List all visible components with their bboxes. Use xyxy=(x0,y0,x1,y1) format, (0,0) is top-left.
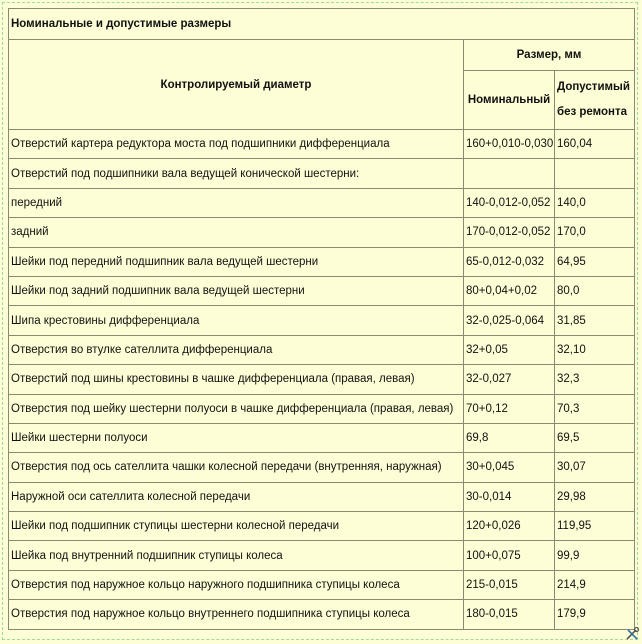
table-row xyxy=(9,570,635,599)
cell-diameter: Отверстия под шейку шестерни полуоси в чашке дифференциала (правая, левая) xyxy=(9,394,464,423)
cell-allowed: 29,98 xyxy=(555,482,635,511)
cell-allowed: 69,5 xyxy=(555,423,635,452)
cell-allowed: 170,0 xyxy=(555,218,635,247)
header-size: Размер, мм xyxy=(464,40,635,71)
table-row xyxy=(9,541,635,570)
table-title: Номинальные и допустимые размеры xyxy=(9,9,635,40)
dimensions-table xyxy=(8,8,635,630)
table-row xyxy=(9,365,635,394)
cell-nominal: 30-0,014 xyxy=(464,482,555,511)
cell-diameter: Шейки шестерни полуоси xyxy=(9,423,464,452)
cell-allowed: 30,07 xyxy=(555,453,635,482)
cell-allowed xyxy=(555,159,635,188)
header-allowed-line2: без ремонта xyxy=(557,106,628,118)
table-row xyxy=(9,600,635,629)
cell-nominal: 32-0,025-0,064 xyxy=(464,306,555,335)
table-row xyxy=(9,453,635,482)
cell-diameter: Отверстия во втулке сателлита дифференциала xyxy=(9,335,464,364)
header-nominal: Номинальный xyxy=(464,71,555,130)
header-allowed-line1: Допустимый xyxy=(557,81,630,93)
tools-icon xyxy=(624,626,640,642)
cell-nominal: 180-0,015 xyxy=(464,600,555,629)
cell-diameter: Шейки под подшипник ступицы шестерни колесной передачи xyxy=(9,512,464,541)
table-row xyxy=(9,130,635,159)
table-row xyxy=(9,306,635,335)
cell-nominal: 100+0,075 xyxy=(464,541,555,570)
header-diameter: Контролируемый диаметр xyxy=(9,40,464,130)
cell-diameter: Отверстий под шины крестовины в чашке дифференциала (правая, левая) xyxy=(9,365,464,394)
table-row xyxy=(9,394,635,423)
cell-nominal: 170-0,012-0,052 xyxy=(464,218,555,247)
cell-diameter: Шейки под задний подшипник вала ведущей шестерни xyxy=(9,276,464,305)
cell-diameter: задний xyxy=(9,218,464,247)
cell-diameter: Отверстия под ось сателлита чашки колесной передачи (внутренняя, наружная) xyxy=(9,453,464,482)
table-row xyxy=(9,188,635,217)
cell-allowed: 64,95 xyxy=(555,247,635,276)
cell-allowed: 80,0 xyxy=(555,276,635,305)
cell-diameter: Отверстия под наружное кольцо внутреннего подшипника ступицы колеса xyxy=(9,600,464,629)
cell-allowed: 70,3 xyxy=(555,394,635,423)
table-row xyxy=(9,335,635,364)
cell-allowed: 32,10 xyxy=(555,335,635,364)
cell-allowed: 99,9 xyxy=(555,541,635,570)
cell-nominal: 32+0,05 xyxy=(464,335,555,364)
cell-allowed: 32,3 xyxy=(555,365,635,394)
table-row xyxy=(9,218,635,247)
cell-diameter: передний xyxy=(9,188,464,217)
cell-nominal: 69,8 xyxy=(464,423,555,452)
table-row xyxy=(9,159,635,188)
cell-allowed: 140,0 xyxy=(555,188,635,217)
cell-nominal: 70+0,12 xyxy=(464,394,555,423)
cell-nominal: 215-0,015 xyxy=(464,570,555,599)
cell-allowed: 31,85 xyxy=(555,306,635,335)
cell-nominal: 120+0,026 xyxy=(464,512,555,541)
cell-allowed: 179,9 xyxy=(555,600,635,629)
table-row xyxy=(9,247,635,276)
header-allowed xyxy=(555,71,635,130)
cell-nominal: 65-0,012-0,032 xyxy=(464,247,555,276)
cell-diameter: Отверстий под подшипники вала ведущей конической шестерни: xyxy=(9,159,464,188)
cell-allowed: 119,95 xyxy=(555,512,635,541)
cell-nominal: 140-0,012-0,052 xyxy=(464,188,555,217)
cell-nominal xyxy=(464,159,555,188)
table-row xyxy=(9,276,635,305)
table-row xyxy=(9,423,635,452)
cell-diameter: Отверстий картера редуктора моста под подшипники дифференциала xyxy=(9,130,464,159)
cell-diameter: Отверстия под наружное кольцо наружного подшипника ступицы колеса xyxy=(9,570,464,599)
cell-diameter: Шипа крестовины дифференциала xyxy=(9,306,464,335)
cell-nominal: 30+0,045 xyxy=(464,453,555,482)
table-row xyxy=(9,482,635,511)
cell-diameter: Шейки под передний подшипник вала ведущей шестерни xyxy=(9,247,464,276)
cell-diameter: Наружной оси сателлита колесной передачи xyxy=(9,482,464,511)
cell-allowed: 160,04 xyxy=(555,130,635,159)
cell-nominal: 32-0,027 xyxy=(464,365,555,394)
cell-diameter: Шейка под внутренний подшипник ступицы колеса xyxy=(9,541,464,570)
cell-nominal: 80+0,04+0,02 xyxy=(464,276,555,305)
cell-nominal: 160+0,010-0,030 xyxy=(464,130,555,159)
table-row xyxy=(9,512,635,541)
cell-allowed: 214,9 xyxy=(555,570,635,599)
table-body xyxy=(9,130,635,630)
